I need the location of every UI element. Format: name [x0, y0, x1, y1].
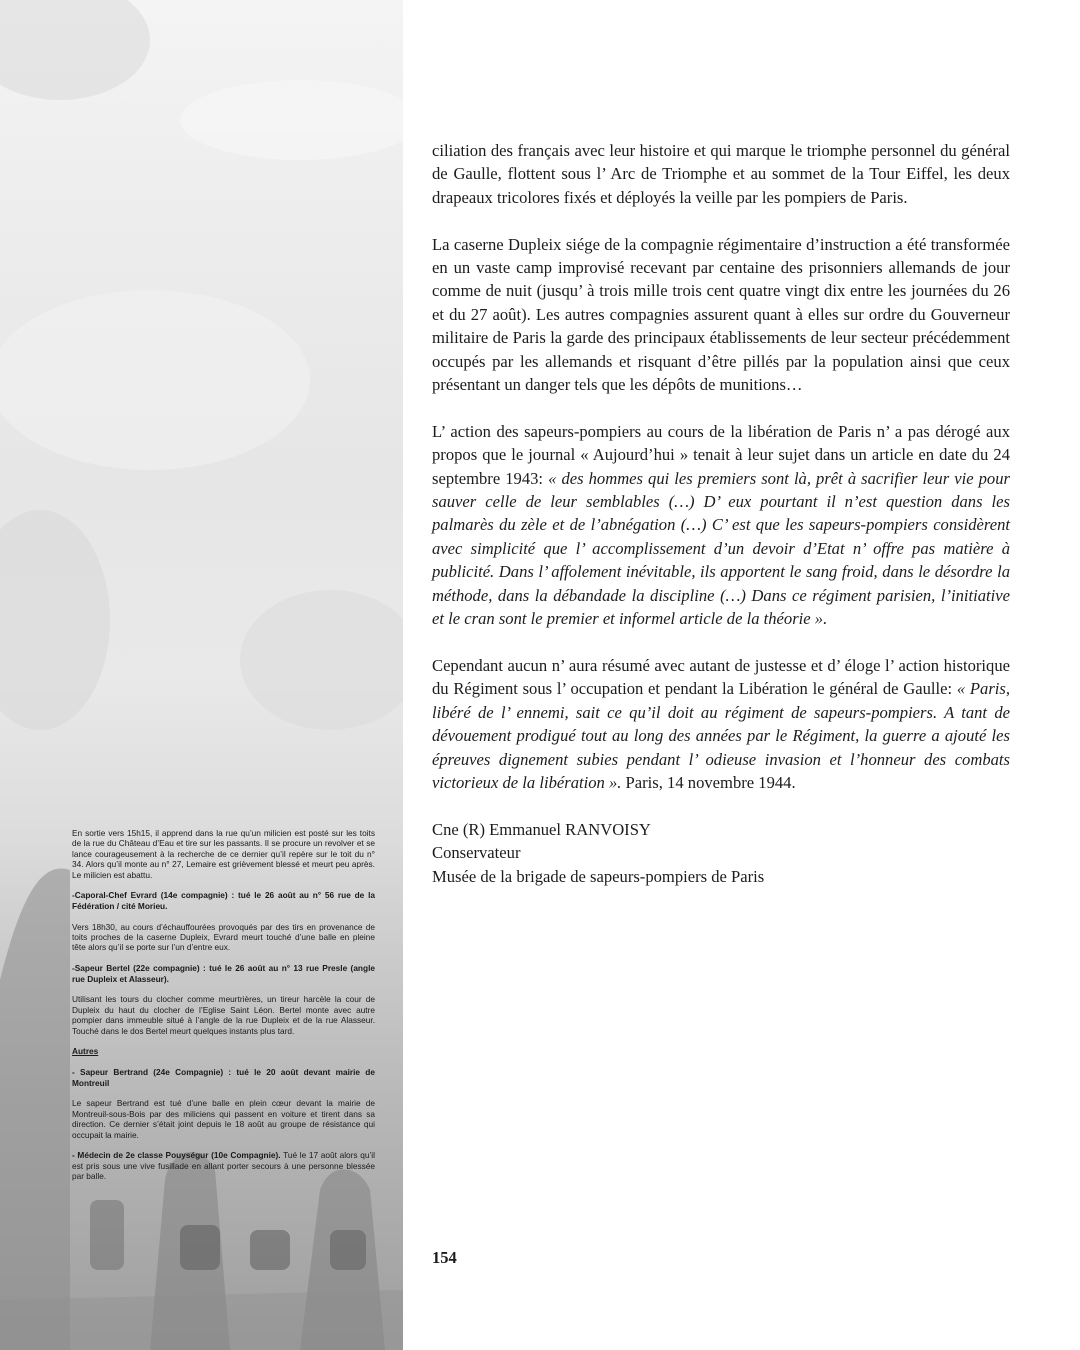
sidebar-heading-pouysegur: - Médecin de 2e classe Pouységur (10e Compagnie). — [72, 1150, 281, 1161]
sidebar-paragraph: En sortie vers 15h15, il apprend dans la rue qu’un milicien est posté sur les toits de la rue du Château d’Eau et tire sur les passants. Il se procure un revolver et se lance courageusement à la recherche de ce dernier qu’il repère sur le toit du n° 34. Alors qu’il monte au n° 27, Lemaire est grièvement blessé et meurt peu après. Le milicien est abattu. — [72, 828, 375, 880]
de-gaulle-quote: « Paris, libéré de l’ ennemi, sait ce qu’il doit au régiment de sapeurs-pompiers. A tant de dévouement prodigué tout au long des années par le Régiment, la guerre a ajouté les épreuves dignement subies pendant l’ odieuse invasion et l’honneur des combats victorieux de la libération ». — [432, 679, 1010, 792]
newspaper-quote: « des hommes qui les premiers sont là, prêt à sacrifier leur vie pour sauver celle de leur semblables (…) D’ eux pourtant il n’est question dans les palmarès du zèle et de l’abnégation (…) C’ est que les sapeurs-pompiers considèrent avec simplicité que l’ accomplissement d’un devoir d’Etat n’ offre pas matière à publicité. Dans l’ affolement inévitable, ils apportent le sang froid, dans le désordre la méthode, dans la débandade la discipline (…) Dans ce régiment parisien, l’initiative et le cran sont le premier et informel article de la théorie ». — [432, 468, 1010, 629]
paragraph-4-intro: Cependant aucun n’ aura résumé avec autant de justesse et d’ éloge l’ action historique du Régiment sous l’ occupation et pendant la Libération le général de Gaulle: — [432, 655, 1010, 699]
sidebar-heading-bertel: -Sapeur Bertel (22e compagnie) : tué le 26 août au n° 13 rue Presle (angle rue Dupleix et Alasseur). — [72, 963, 375, 984]
sidebar-heading-evrard: -Caporal-Chef Evrard (14e compagnie) : tué le 26 août au n° 56 rue de la Fédération / cité Morieu. — [72, 890, 375, 911]
body-paragraph-3 — [432, 420, 1010, 631]
signature-organization: Musée de la brigade de sapeurs-pompiers de Paris — [432, 866, 765, 886]
body-paragraph-1: ciliation des français avec leur histoire et qui marque le triomphe personnel du général de Gaulle, flottent sous l’ Arc de Triomphe et au sommet de la Tour Eiffel, les deux drapeaux tricolores fixés et déployés la veille par les pompiers de Paris. — [432, 141, 1010, 207]
sidebar-section-autres: Autres — [72, 1046, 99, 1057]
paragraph-3-intro: L’ action des sapeurs-pompiers au cours de la libération de Paris n’ a pas dérogé aux propos que le journal « Aujourd’hui » tenait à leur sujet dans un article en date du 24 septembre 1943: — [432, 421, 1010, 488]
page-number: 154 — [432, 1248, 457, 1267]
main-text-column — [432, 139, 1010, 888]
sidebar-paragraph: Vers 18h30, au cours d’échauffourées provoqués par des tirs en provenance de toits proches de la caserne Dupleix, Evrard meurt touché d’une balle en pleine tête alors qu’il se porte sur l’un d’entre eux. — [72, 921, 375, 953]
sidebar-heading-bertrand: - Sapeur Bertrand (24e Compagnie) : tué le 20 août devant mairie de Montreuil — [72, 1067, 375, 1088]
background-photo-panel — [0, 0, 403, 1350]
sidebar-paragraph-pouysegur — [72, 1150, 375, 1181]
sidebar-paragraph: Utilisant les tours du clocher comme meurtrières, un tireur harcèle la cour de Dupleix du haut du clocher de l’Eglise Saint Léon. Bertel monte avec autre pompier dans immeuble situé à l’angle de la rue Dupleix et de la rue Alasseur. Touché dans le dos Bertel meurt quelques instants plus tard. — [72, 994, 375, 1036]
quote-date: Paris, 14 novembre 1944. — [621, 772, 796, 792]
signature-role: Conservateur — [432, 843, 521, 863]
body-paragraph-2: La caserne Dupleix siége de la compagnie régimentaire d’instruction a été transformée en un vaste camp improvisé recevant par centaine des prisonniers allemands de jour comme de nuit (jusqu’ à trois mille trois cent quatre vingt dix entre les journées du 26 et du 27 août). Les autres compagnies assurent quant à elles sur ordre du Gouverneur militaire de Paris la garde des principaux établissements de leur secteur précédemment occupés par les allemands et risquant d’être pillés par la population ainsi que ceux présentant un danger tels que les dépôts de munitions… — [432, 234, 1010, 395]
sidebar-paragraph: Le sapeur Bertrand est tué d’une balle en plein cœur devant la mairie de Montreuil-sous-Bois par des miliciens qui passent en voiture et tirent dans sa direction. Ce dernier s’était joint depuis le 18 août au groupe de résistance qui occupait la mairie. — [72, 1098, 375, 1140]
sidebar-text-block — [72, 828, 375, 1192]
signature-name: Cne (R) Emmanuel RANVOISY — [432, 819, 651, 839]
body-paragraph-4 — [432, 654, 1010, 794]
sidebar-paragraph-rest: Tué le 17 août alors qu’il est pris sous une vive fusillade en allant porter secours à une personne blessée par balle. — [72, 1150, 375, 1182]
